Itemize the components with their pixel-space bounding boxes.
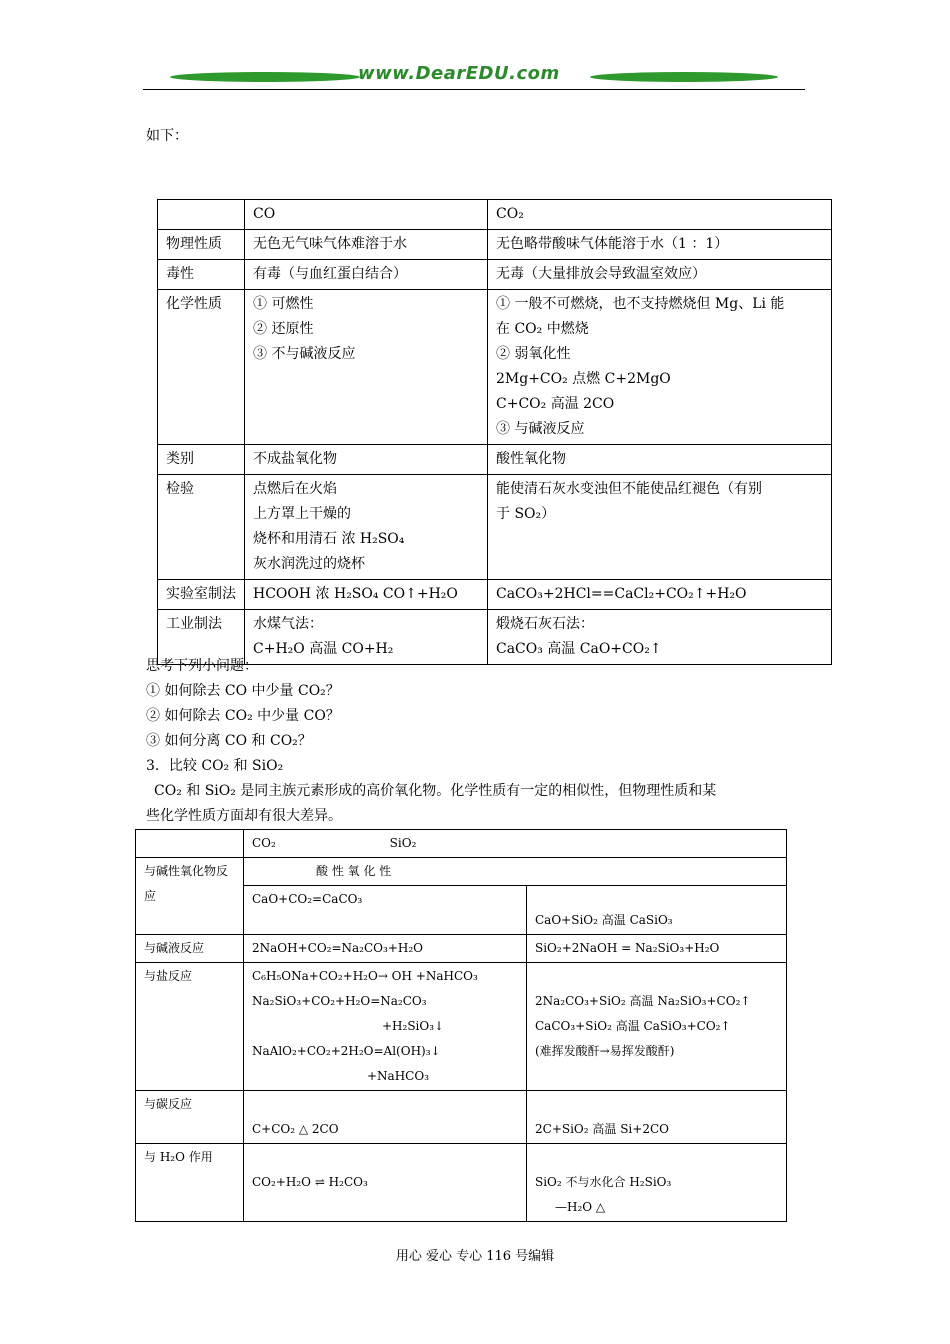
co2-sio2-table (135, 829, 787, 1222)
site-logo-text: www.DearEDU.com (358, 63, 560, 84)
cell-line: 于 SO₂） (496, 506, 556, 522)
equation-line: CaCO₃+SiO₂ 高温 CaSiO₃+CO₂↑ (535, 1019, 731, 1033)
table-row (158, 445, 832, 475)
header-rule (143, 89, 805, 90)
row-label: 与盐反应 (136, 963, 244, 1091)
cell-line: 煅烧石灰石法： (496, 616, 594, 632)
page-footer: 用心 爱心 专心 116 号编辑 (395, 1249, 555, 1264)
cell-line: ① 可燃性 (253, 296, 314, 312)
table-row (136, 830, 787, 858)
column-header-co2: CO₂ (488, 200, 832, 230)
column-header-co: CO (245, 200, 488, 230)
question-item: ① 如何除去 CO 中少量 CO₂？ (146, 683, 340, 699)
table-cell: 无色略带酸味气体能溶于水（1 ：1） (488, 230, 832, 260)
row-label: 与碱液反应 (136, 935, 244, 963)
table-row (136, 858, 787, 886)
cell-line: 水煤气法： (253, 616, 323, 632)
cell-line: 上方罩上干燥的 (253, 506, 351, 522)
table-row (158, 610, 832, 665)
table-cell (245, 290, 488, 445)
equation-line: Na₂SiO₃+CO₂+H₂O=Na₂CO₃ (252, 994, 427, 1008)
equation-line: C+CO₂ 高温 2CO (496, 396, 615, 412)
row-label: 类别 (158, 445, 245, 475)
acid-oxide-label: 酸 性 氧 化 性 (244, 858, 787, 886)
header-banner (170, 63, 778, 88)
row-label: 物理性质 (158, 230, 245, 260)
equation-line: (难挥发酸酐→易挥发酸酐) (535, 1044, 675, 1058)
right-leaf-decoration (590, 72, 778, 82)
table-row (158, 200, 832, 230)
table-row (158, 230, 832, 260)
table-row (158, 580, 832, 610)
section-title: 3．比较 CO₂ 和 SiO₂ (146, 758, 284, 774)
table-cell: CaO+SiO₂ 高温 CaSiO₃ (527, 886, 787, 935)
co-co2-table (157, 199, 832, 665)
table-row (136, 1091, 787, 1144)
cell-line: ② 弱氧化性 (496, 346, 571, 362)
cell-line: ③ 与碱液反应 (496, 421, 585, 437)
table-row (136, 963, 787, 1091)
table-cell: C+CO₂ △ 2CO (244, 1091, 527, 1144)
table-cell: 2NaOH+CO₂=Na₂CO₃+H₂O (244, 935, 527, 963)
row-label: 与 H₂O 作用 (136, 1144, 244, 1222)
table-row (136, 935, 787, 963)
row-label: 毒性 (158, 260, 245, 290)
cell-line: 点燃后在火焰 (253, 481, 337, 497)
cell-line: 烧杯和用清石 浓 H₂SO₄ (253, 531, 405, 547)
column-header-co2: CO₂ (252, 836, 276, 850)
cell-line: ③ 不与碱液反应 (253, 346, 356, 362)
equation-line: +H₂SiO₃↓ (382, 1019, 445, 1033)
column-header-sio2: SiO₂ (389, 836, 417, 850)
table-cell: 无色无气味气体难溶于水 (245, 230, 488, 260)
questions-title: 思考下列小问题： (146, 658, 258, 674)
table-cell: SiO₂+2NaOH = Na₂SiO₃+H₂O (527, 935, 787, 963)
table-cell: 无毒（大量排放会导致温室效应） (488, 260, 832, 290)
table-row (158, 290, 832, 445)
table-cell: CaO+CO₂=CaCO₃ (244, 886, 527, 935)
table-cell (158, 200, 245, 230)
table-cell (245, 610, 488, 665)
table-cell (488, 290, 832, 445)
row-label: 检验 (158, 475, 245, 580)
table-cell: CO₂+H₂O ⇌ H₂CO₃ (244, 1144, 527, 1222)
equation-line: C₆H₅ONa+CO₂+H₂O→ OH +NaHCO₃ (252, 969, 478, 983)
table-cell (527, 963, 787, 1091)
left-leaf-decoration (170, 72, 360, 82)
section-paragraph: CO₂ 和 SiO₂ 是同主族元素形成的高价氧化物。化学性质有一定的相似性，但物理性质和某 (154, 783, 717, 799)
equation-line: 2Mg+CO₂ 点燃 C+2MgO (496, 371, 671, 387)
row-label: 工业制法 (158, 610, 245, 665)
section-paragraph: 些化学性质方面却有很大差异。 (146, 808, 342, 824)
row-label: 化学性质 (158, 290, 245, 445)
equation-line: +NaHCO₃ (367, 1069, 430, 1083)
table-cell: 2C+SiO₂ 高温 Si+2CO (527, 1091, 787, 1144)
equation-line: 2Na₂CO₃+SiO₂ 高温 Na₂SiO₃+CO₂↑ (535, 994, 751, 1008)
row-label: 实验室制法 (158, 580, 245, 610)
equation-line: CaCO₃ 高温 CaO+CO₂↑ (496, 641, 662, 657)
question-item: ② 如何除去 CO₂ 中少量 CO？ (146, 708, 340, 724)
table-cell (488, 610, 832, 665)
equation-line: NaAlO₂+CO₂+2H₂O=Al(OH)₃↓ (252, 1044, 441, 1058)
cell-line: ② 还原性 (253, 321, 314, 337)
table-row (158, 260, 832, 290)
row-label: 与碱性氧化物反应 (136, 858, 244, 935)
equation-line: —H₂O △ (555, 1200, 606, 1214)
table-row (136, 1144, 787, 1222)
cell-line: 在 CO₂ 中燃烧 (496, 321, 589, 337)
equation-line: SiO₂ 不与水化合 H₂SiO₃ (535, 1175, 672, 1189)
table-cell: 酸性氧化物 (488, 445, 832, 475)
table-cell: 不成盐氧化物 (245, 445, 488, 475)
table-row (158, 475, 832, 580)
table-cell (136, 830, 244, 858)
table-cell (244, 830, 787, 858)
equation-line: C+H₂O 高温 CO+H₂ (253, 641, 394, 657)
equation-cell: HCOOH 浓 H₂SO₄ CO↑+H₂O (245, 580, 488, 610)
row-label: 与碳反应 (136, 1091, 244, 1144)
table-cell (527, 1144, 787, 1222)
cell-line: ① 一般不可燃烧，也不支持燃烧但 Mg、Li 能 (496, 296, 785, 312)
table-cell (488, 475, 832, 580)
equation-cell: CaCO₃+2HCl==CaCl₂+CO₂↑+H₂O (488, 580, 832, 610)
table-cell (245, 475, 488, 580)
table-cell: 有毒（与血红蛋白结合） (245, 260, 488, 290)
intro-text: 如下： (146, 128, 188, 144)
cell-line: 能使清石灰水变浊但不能使品红褪色（有别 (496, 481, 762, 497)
table-cell (244, 963, 527, 1091)
cell-line: 灰水润洗过的烧杯 (253, 556, 365, 572)
question-item: ③ 如何分离 CO 和 CO₂？ (146, 733, 312, 749)
